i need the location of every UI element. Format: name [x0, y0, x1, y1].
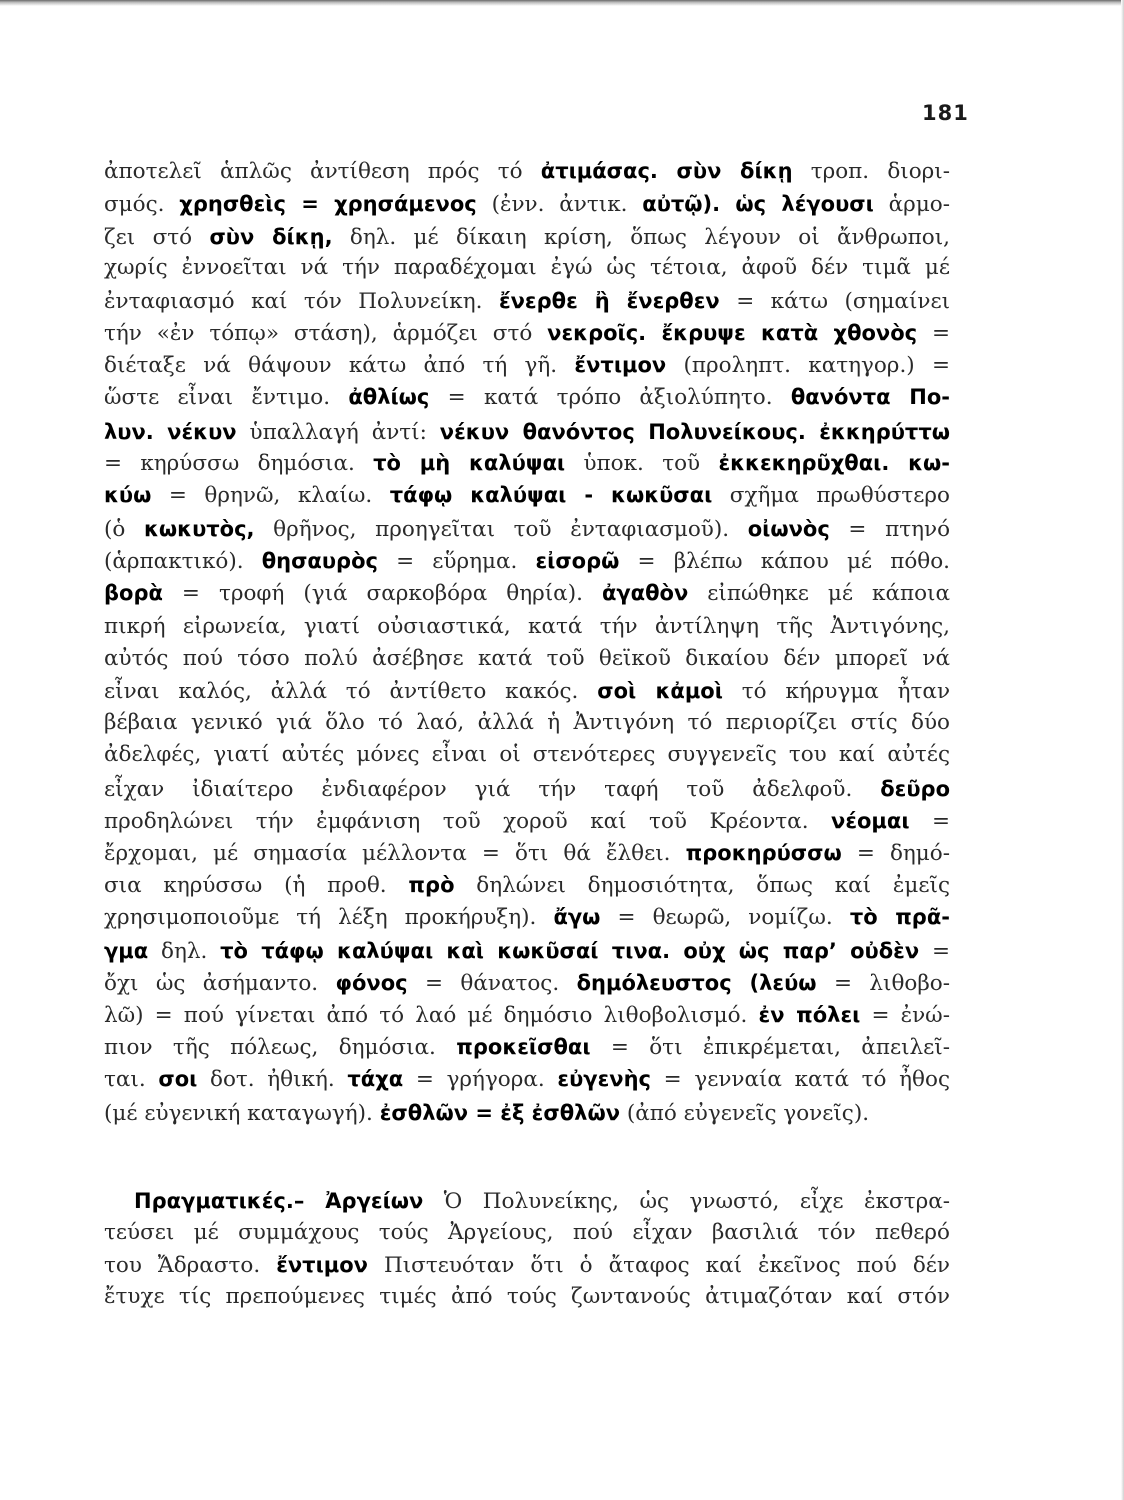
gloss-text: = ἐνώ-	[860, 1003, 950, 1028]
bold-term: σὺν δίκῃ,	[209, 225, 333, 249]
gloss-text: τήν «ἐν τόπῳ» στάση), ἁρμόζει στό	[104, 321, 548, 346]
gloss-text: αὐτός πού τόσο πολύ ἀσέβησε κατά τοῦ θεϊκοῦ δικαίου δέν μπορεῖ νά	[104, 646, 950, 671]
bold-term: Πραγματικές.– Ἀργείων	[134, 1189, 424, 1213]
bold-term: ἔντιμον	[276, 1253, 368, 1277]
gloss-text: πιον τῆς πόλεως, δημόσια.	[104, 1035, 457, 1060]
bold-term: κύω	[104, 483, 152, 507]
bold-term: ἐσθλῶν = ἐξ ἐσθλῶν	[379, 1101, 620, 1125]
gloss-text: ἔτυχε τίς πρεπούμενες τιμές ἀπό τούς ζωντανούς ἀτιμαζόταν καί στόν	[104, 1284, 950, 1309]
text-line	[104, 740, 950, 770]
bold-term: ἀτιμάσας. σὺν δίκῃ	[540, 159, 793, 183]
bold-term: νεκροῖς. ἔκρυψε κατὰ χθονὸς	[547, 321, 918, 345]
gloss-text: ἁρμο-	[873, 192, 950, 217]
gloss-text: Πιστευόταν ὅτι ὁ ἄταφος καί ἐκεῖνος πού δέν	[367, 1253, 950, 1278]
scan-top-edge	[0, 0, 1124, 6]
text-line	[104, 936, 950, 967]
text-line	[104, 1218, 950, 1248]
gloss-text: = λιθοβο-	[816, 971, 950, 996]
gloss-text: προδηλώνει τήν ἐμφάνιση τοῦ χοροῦ καί τοῦ Κρέοντα.	[104, 809, 832, 834]
bold-term: δεῦρο	[880, 777, 950, 801]
bold-term: οἰωνὸς	[747, 517, 830, 541]
gloss-text: (ἀπό εὐγενεῖς γονεῖς).	[620, 1101, 870, 1126]
gloss-text: ται.	[104, 1067, 159, 1092]
text-line	[104, 448, 950, 479]
text-line	[104, 1282, 950, 1312]
bold-term: τάχα	[347, 1067, 404, 1091]
bold-term: λυν. νέκυν	[104, 420, 237, 444]
gloss-text: = ὅτι ἐπικρέμεται, ἀπειλεῖ-	[590, 1035, 950, 1060]
bold-term: ἐν πόλει	[758, 1003, 861, 1027]
gloss-text: σμός.	[104, 192, 180, 217]
bold-term: ἔνερθε ἢ ἔνερθεν	[498, 289, 720, 313]
text-line	[104, 318, 950, 349]
gloss-text: = θάνατος.	[407, 971, 577, 996]
gloss-text: χωρίς ἐννοεῖται νά τήν παραδέχομαι ἐγώ ὡς τέτοια, ἀφοῦ δέν τιμᾶ μέ	[104, 255, 950, 280]
text-line	[104, 253, 950, 283]
bold-term: ἔντιμον	[574, 353, 667, 377]
gloss-text: λῶ) = πού γίνεται ἀπό τό λαό μέ δημόσιο λιθοβολισμό.	[104, 1003, 759, 1028]
bold-term: θανόντα Πο-	[790, 385, 951, 409]
gloss-text: = εὕρημα.	[377, 549, 536, 574]
bold-term: εὐγενὴς	[557, 1067, 651, 1091]
bold-term: ἐκκεκηρῦχθαι. κω-	[718, 451, 950, 475]
text-line	[104, 1064, 950, 1095]
bold-term: τὸ τάφῳ καλύψαι καὶ κωκῦσαί τινα. οὐχ ὡς παρ’ οὐδὲν	[220, 939, 920, 963]
gloss-text: δοτ. ἠθική.	[197, 1067, 348, 1092]
gloss-text: = θεωρῶ, νομίζω.	[600, 905, 850, 930]
bold-term: φόνος	[335, 971, 408, 995]
gloss-text: του Ἄδραστο.	[104, 1253, 277, 1278]
gloss-text: (μέ εὐγενική καταγωγή).	[104, 1101, 380, 1126]
bold-term: βορὰ	[104, 581, 163, 605]
gloss-text: δηλ.	[148, 939, 221, 964]
gloss-text: ἀποτελεῖ ἁπλῶς ἀντίθεση πρός τό	[104, 159, 541, 184]
gloss-text: (ἁρπακτικό).	[104, 549, 262, 574]
text-line	[104, 350, 950, 381]
gloss-text: θρῆνος, προηγεῖται τοῦ ἐνταφιασμοῦ).	[254, 517, 748, 542]
bold-term: τὸ μὴ καλύψαι	[373, 451, 566, 475]
bold-term: εἰσορῶ	[535, 549, 620, 573]
bold-term: προκεῖσθαι	[456, 1035, 591, 1059]
text-line	[104, 676, 950, 707]
text-line	[104, 514, 950, 545]
gloss-text: = γενναία κατά τό ἦθος	[650, 1067, 950, 1092]
text-line	[104, 286, 950, 317]
bold-term: ἀθλίως	[348, 385, 430, 409]
gloss-text: ὄχι ὡς ἀσήμαντο.	[104, 971, 336, 996]
gloss-text: (ὁ	[104, 517, 144, 542]
text-line	[104, 480, 950, 511]
gloss-text: =	[909, 809, 950, 834]
bold-term: χρησθεὶς = χρησάμενος	[179, 192, 477, 216]
bold-term: αὐτῷ). ὡς λέγουσι	[642, 192, 874, 216]
text-line	[104, 644, 950, 674]
bold-term: σοι	[158, 1067, 198, 1091]
text-line	[104, 968, 950, 999]
text-line	[104, 382, 950, 413]
gloss-text: = κάτω (σημαίνει	[719, 289, 951, 314]
gloss-text: διέταξε νά θάψουν κάτω ἀπό τή γῆ.	[104, 353, 575, 378]
gloss-text: = τροφή (γιά σαρκοβόρα θηρία).	[162, 581, 602, 606]
bold-term: πρὸ	[408, 873, 455, 897]
gloss-text: = πτηνό	[829, 517, 951, 542]
text-line	[104, 546, 950, 577]
bold-term: σοὶ κἀμοὶ	[597, 679, 723, 703]
gloss-text: δηλώνει δημοσιότητα, ὅπως καί ἐμεῖς	[454, 873, 950, 898]
gloss-text: εἰπώθηκε μέ κάποια	[688, 581, 950, 606]
text-line	[104, 417, 950, 448]
bold-term: ἀγαθὸν	[601, 581, 689, 605]
gloss-text: ἀδελφές, γιατί αὐτές μόνες εἶναι οἱ στενότερες συγγενεῖς του καί αὐτές	[104, 742, 950, 767]
gloss-text: τροπ. διορι-	[792, 159, 950, 184]
gloss-text: χρησιμοποιοῦμε τή λέξη προκήρυξη).	[104, 905, 554, 930]
text-line	[134, 1186, 950, 1217]
gloss-text: τό κήρυγμα ἦταν	[722, 679, 951, 704]
bold-term: θησαυρὸς	[261, 549, 378, 573]
gloss-text: =	[917, 321, 950, 346]
gloss-text: σχῆμα πρωθύστερο	[712, 483, 951, 508]
gloss-text: = γρήγορα.	[403, 1067, 558, 1092]
text-line	[104, 189, 950, 220]
text-line	[104, 774, 950, 805]
gloss-text: ζει στό	[104, 225, 210, 250]
text-line	[104, 156, 950, 187]
text-line	[104, 708, 950, 738]
bold-term: κωκυτὸς,	[143, 517, 255, 541]
bold-term: τάφῳ καλύψαι - κωκῦσαι	[389, 483, 713, 507]
text-line	[104, 902, 950, 933]
gloss-text: βέβαια γενικό γιά ὅλο τό λαό, ἀλλά ἡ Ἀντιγόνη τό περιορίζει στίς δύο	[104, 710, 950, 735]
bold-term: ἄγω	[553, 905, 601, 929]
text-line	[104, 222, 950, 253]
bold-term: νέομαι	[831, 809, 910, 833]
bold-term: δημόλευστος (λεύω	[576, 971, 817, 995]
gloss-text: (προληπτ. κατηγορ.) =	[666, 353, 950, 378]
gloss-text: σια κηρύσσω (ἡ προθ.	[104, 873, 409, 898]
gloss-text: = κηρύσσω δημόσια.	[104, 451, 374, 476]
gloss-text: τεύσει μέ συμμάχους τούς Ἀργείους, πού εἶχαν βασιλιά τόν πεθερό	[104, 1220, 950, 1245]
page-number: 181	[922, 101, 969, 125]
gloss-text: εἶναι καλός, ἀλλά τό ἀντίθετο κακός.	[104, 679, 598, 704]
text-line	[104, 1000, 950, 1031]
gloss-text: ἔρχομαι, μέ σημασία μέλλοντα = ὅτι θά ἔλθει.	[104, 841, 686, 866]
text-line	[104, 1098, 950, 1129]
gloss-text: πικρή εἰρωνεία, γιατί οὐσιαστικά, κατά τήν ἀντίληψη τῆς Ἀντιγόνης,	[104, 614, 950, 639]
text-line	[104, 1032, 950, 1063]
gloss-text: ὑπαλλαγή ἀντί:	[236, 420, 440, 445]
gloss-text: = θρηνῶ, κλαίω.	[151, 483, 390, 508]
gloss-text: (ἐνν. ἀντικ.	[476, 192, 643, 217]
text-line	[104, 578, 950, 609]
gloss-text: = βλέπω κάπου μέ πόθο.	[619, 549, 950, 574]
bold-term: νέκυν θανόντος Πολυνείκους. ἐκκηρύττω	[439, 420, 950, 444]
bold-term: τὸ πρᾶ-	[849, 905, 950, 929]
text-line	[104, 612, 950, 642]
gloss-text: ὑποκ. τοῦ	[565, 451, 719, 476]
text-line	[104, 1250, 950, 1281]
bold-term: προκηρύσσω	[685, 841, 842, 865]
gloss-text: =	[919, 939, 950, 964]
gloss-text: = κατά τρόπο ἀξιολύπητο.	[429, 385, 791, 410]
text-line	[104, 806, 950, 837]
gloss-text: δηλ. μέ δίκαιη κρίση, ὅπως λέγουν οἱ ἄνθρωποι,	[332, 225, 951, 250]
gloss-text: ὥστε εἶναι ἔντιμο.	[104, 385, 349, 410]
gloss-text: εἶχαν ἰδιαίτερο ἐνδιαφέρον γιά τήν ταφή τοῦ ἀδελφοῦ.	[104, 777, 881, 802]
gloss-text: Ὁ Πολυνείκης, ὡς γνωστό, εἶχε ἐκστρα-	[423, 1189, 951, 1214]
gloss-text: = δημό-	[841, 841, 950, 866]
gloss-text: ἐνταφιασμό καί τόν Πολυνείκη.	[104, 289, 499, 314]
bold-term: γμα	[104, 939, 149, 963]
text-line	[104, 838, 950, 869]
text-line	[104, 870, 950, 901]
